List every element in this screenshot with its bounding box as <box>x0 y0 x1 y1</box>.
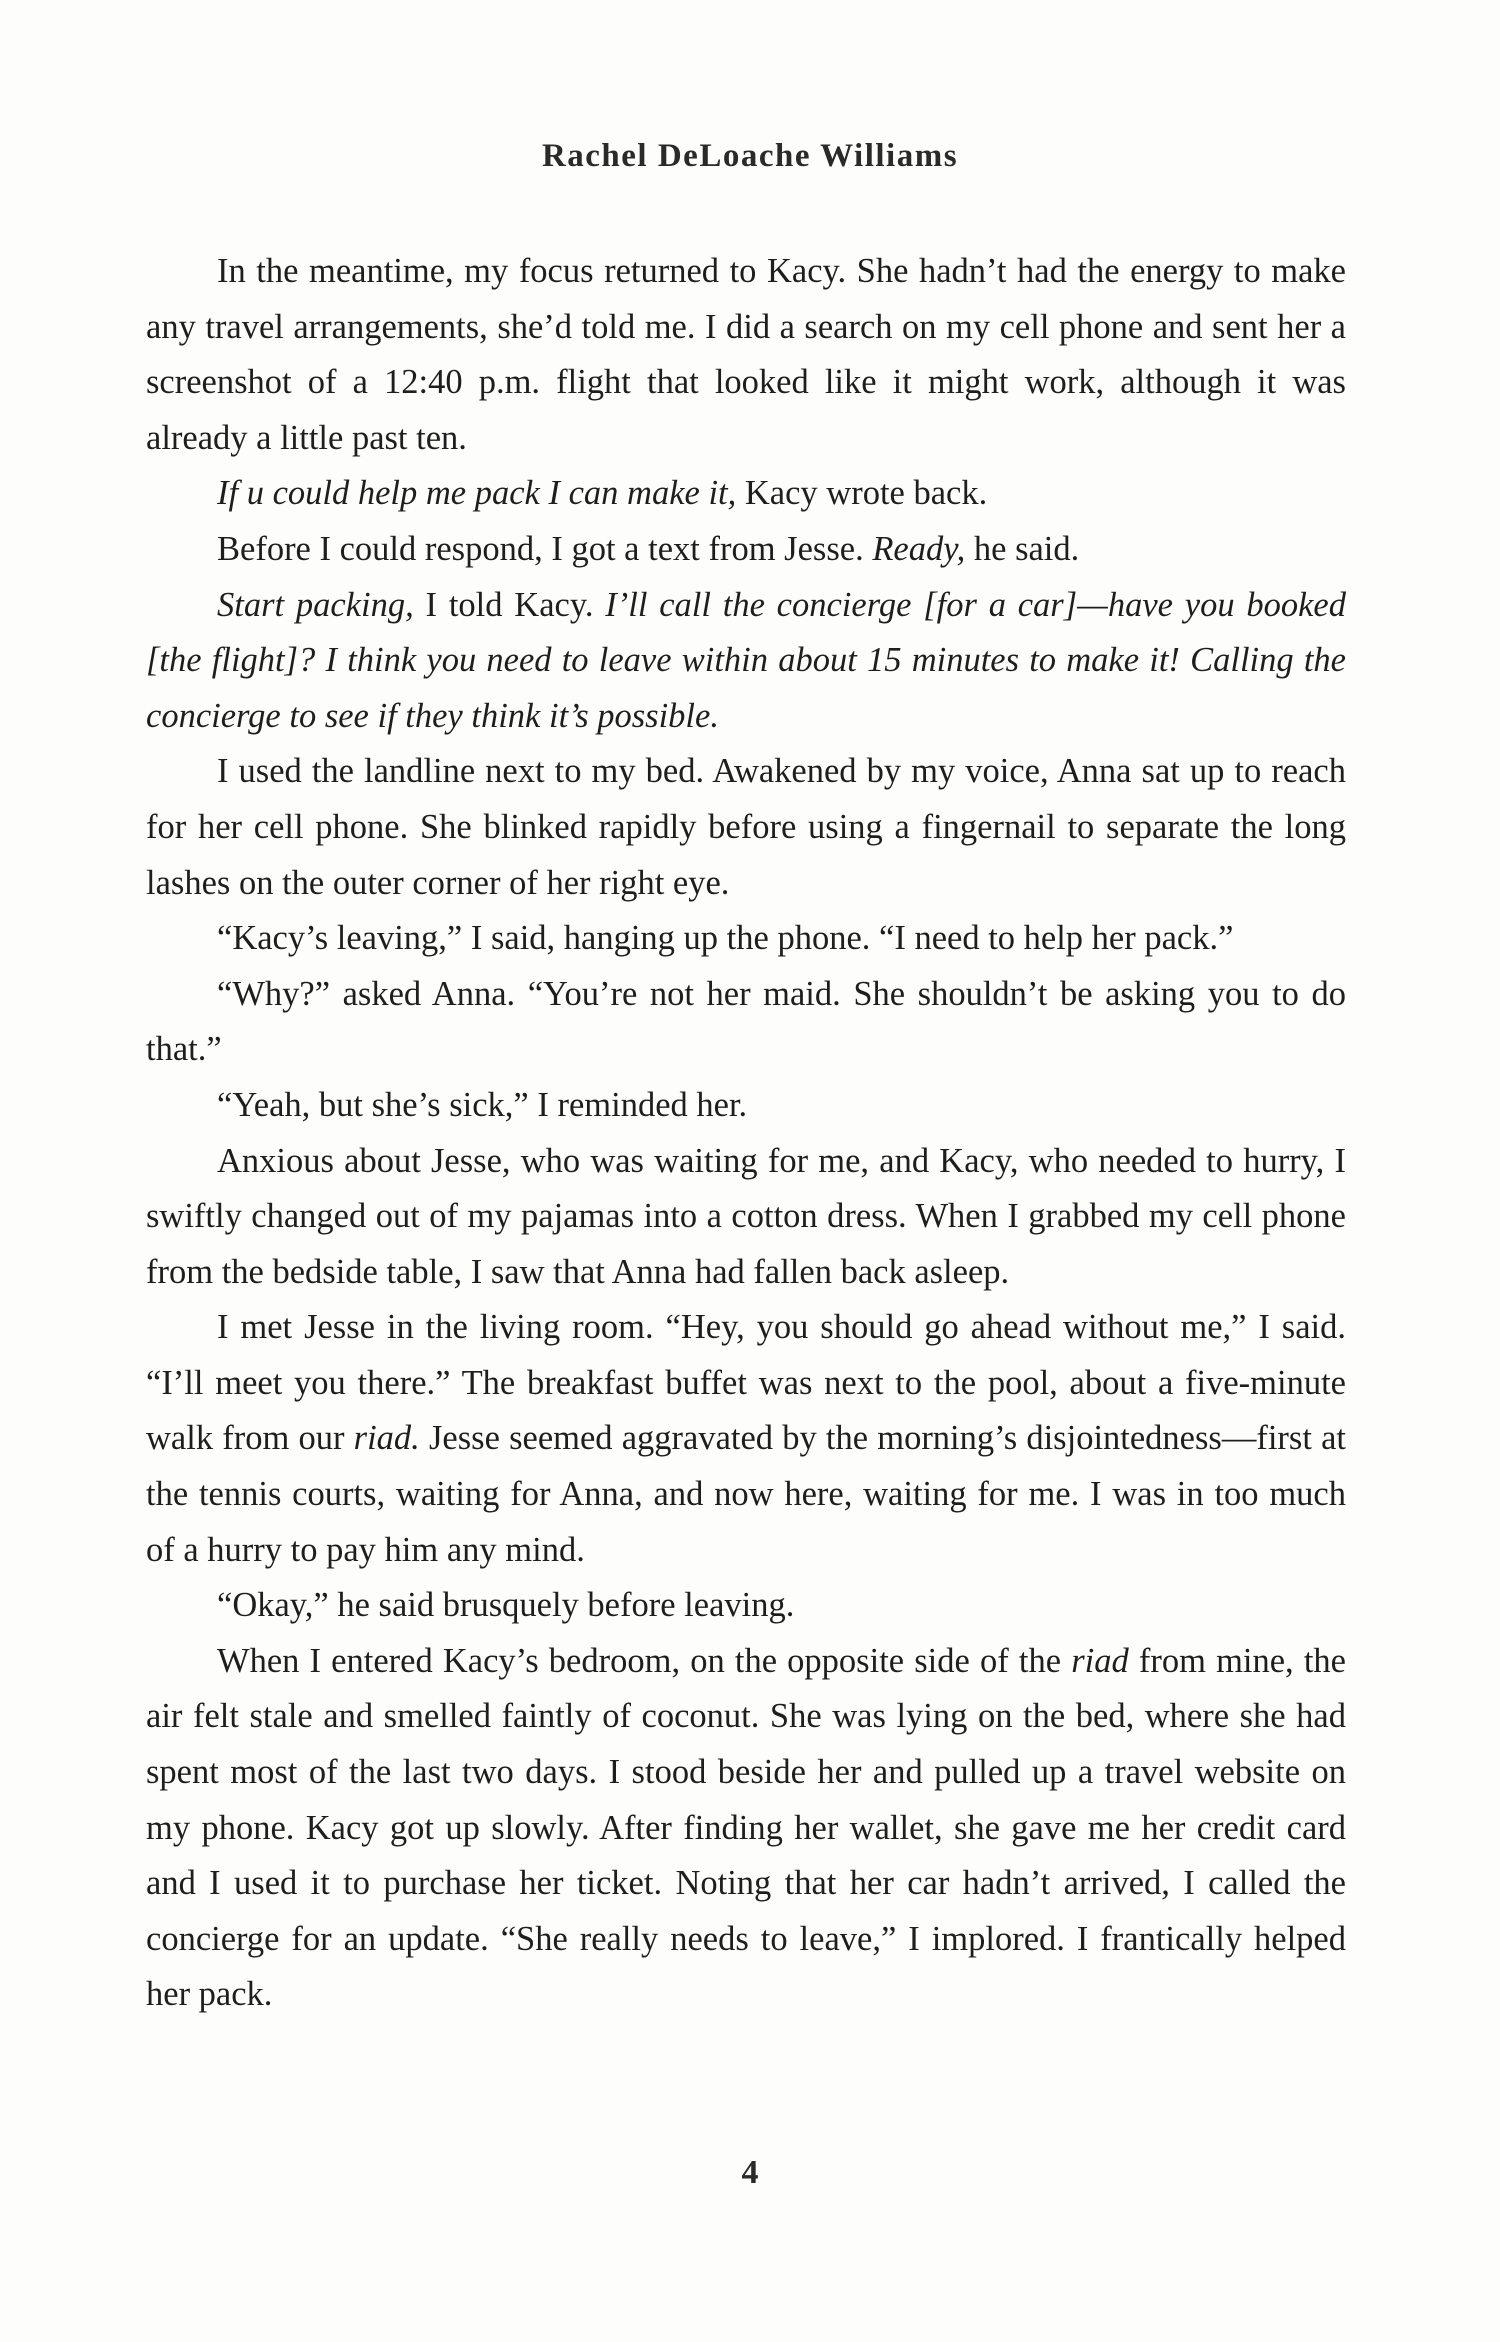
paragraph-10-text-a: I met Jesse in the living room. “Hey, you should go ahead without me,” I said. “I’ll meet you there.” The breakfast buffet was next to the pool, about a five-minute walk from our <box>146 1308 1346 1458</box>
paragraph-11-text: “Okay,” he said brusquely before leaving. <box>217 1586 795 1625</box>
body-text <box>146 244 1346 2023</box>
paragraph-12-text-a: When I entered Kacy’s bedroom, on the opposite side of the <box>217 1641 1072 1680</box>
paragraph-1 <box>146 244 1346 466</box>
text-message-italic: I’ll call the concierge [for a car]—have you booked [the flight]? I think you need to leave within about 15 minutes to make it! Calling the concierge to see if they think it’s possible. <box>146 585 1346 735</box>
riad-italic: riad. <box>353 1419 420 1458</box>
paragraph-2-text: Kacy wrote back. <box>736 474 988 513</box>
page-number: 4 <box>741 2154 759 2191</box>
paragraph-4-text: I told Kacy. <box>413 585 606 624</box>
paragraph-11 <box>146 1578 1346 1634</box>
text-message-italic: Start packing, <box>217 585 414 624</box>
paragraph-12 <box>146 1634 1346 2023</box>
paragraph-1-text: In the meantime, my focus returned to Kacy. She hadn’t had the energy to make any travel arrangements, she’d told me. I did a search on my cell phone and sent her a screenshot of a 12:40 p.m. flight that looked like it might work, although it was already a little past ten. <box>146 252 1346 457</box>
paragraph-7 <box>146 967 1346 1078</box>
paragraph-10 <box>146 1300 1346 1578</box>
text-message-italic: If u could help me pack I can make it, <box>217 474 737 513</box>
paragraph-6 <box>146 911 1346 967</box>
paragraph-2 <box>146 466 1346 522</box>
paragraph-12-text-b: from mine, the air felt stale and smelled faintly of coconut. She was lying on the bed, where she had spent most of the last two days. I stood beside her and pulled up a travel website on my phone. Kacy got up slowly. After finding her wallet, she gave me her credit card and I used it to purchase her ticket. Noting that her car hadn’t arrived, I called the concierge for an update. “She really needs to leave,” I implored. I frantically helped her pack. <box>146 1641 1346 2014</box>
paragraph-10-text-b: Jesse seemed aggravated by the morning’s disjointedness—first at the tennis courts, waiting for Anna, and now here, waiting for me. I was in too much of a hurry to pay him any mind. <box>146 1419 1346 1569</box>
paragraph-4 <box>146 578 1346 745</box>
paragraph-5 <box>146 744 1346 911</box>
paragraph-8 <box>146 1078 1346 1134</box>
paragraph-3-text-b: he said. <box>965 529 1080 568</box>
paragraph-6-text: “Kacy’s leaving,” I said, hanging up the phone. “I need to help her pack.” <box>217 919 1234 958</box>
paragraph-3 <box>146 522 1346 578</box>
paragraph-9-text: Anxious about Jesse, who was waiting for me, and Kacy, who needed to hurry, I swiftly changed out of my pajamas into a cotton dress. When I grabbed my cell phone from the bedside table, I saw that Anna had fallen back asleep. <box>146 1141 1346 1291</box>
paragraph-8-text: “Yeah, but she’s sick,” I reminded her. <box>217 1085 748 1124</box>
paragraph-5-text: I used the landline next to my bed. Awakened by my voice, Anna sat up to reach for her cell phone. She blinked rapidly before using a fingernail to separate the long lashes on the outer corner of her right eye. <box>146 752 1346 902</box>
text-message-italic: Ready, <box>872 529 966 568</box>
paragraph-7-text: “Why?” asked Anna. “You’re not her maid. She shouldn’t be asking you to do that.” <box>146 974 1346 1069</box>
riad-italic: riad <box>1071 1641 1129 1680</box>
paragraph-3-text-a: Before I could respond, I got a text from Jesse. <box>217 529 873 568</box>
paragraph-9 <box>146 1134 1346 1301</box>
running-head: Rachel DeLoache Williams <box>541 138 959 174</box>
